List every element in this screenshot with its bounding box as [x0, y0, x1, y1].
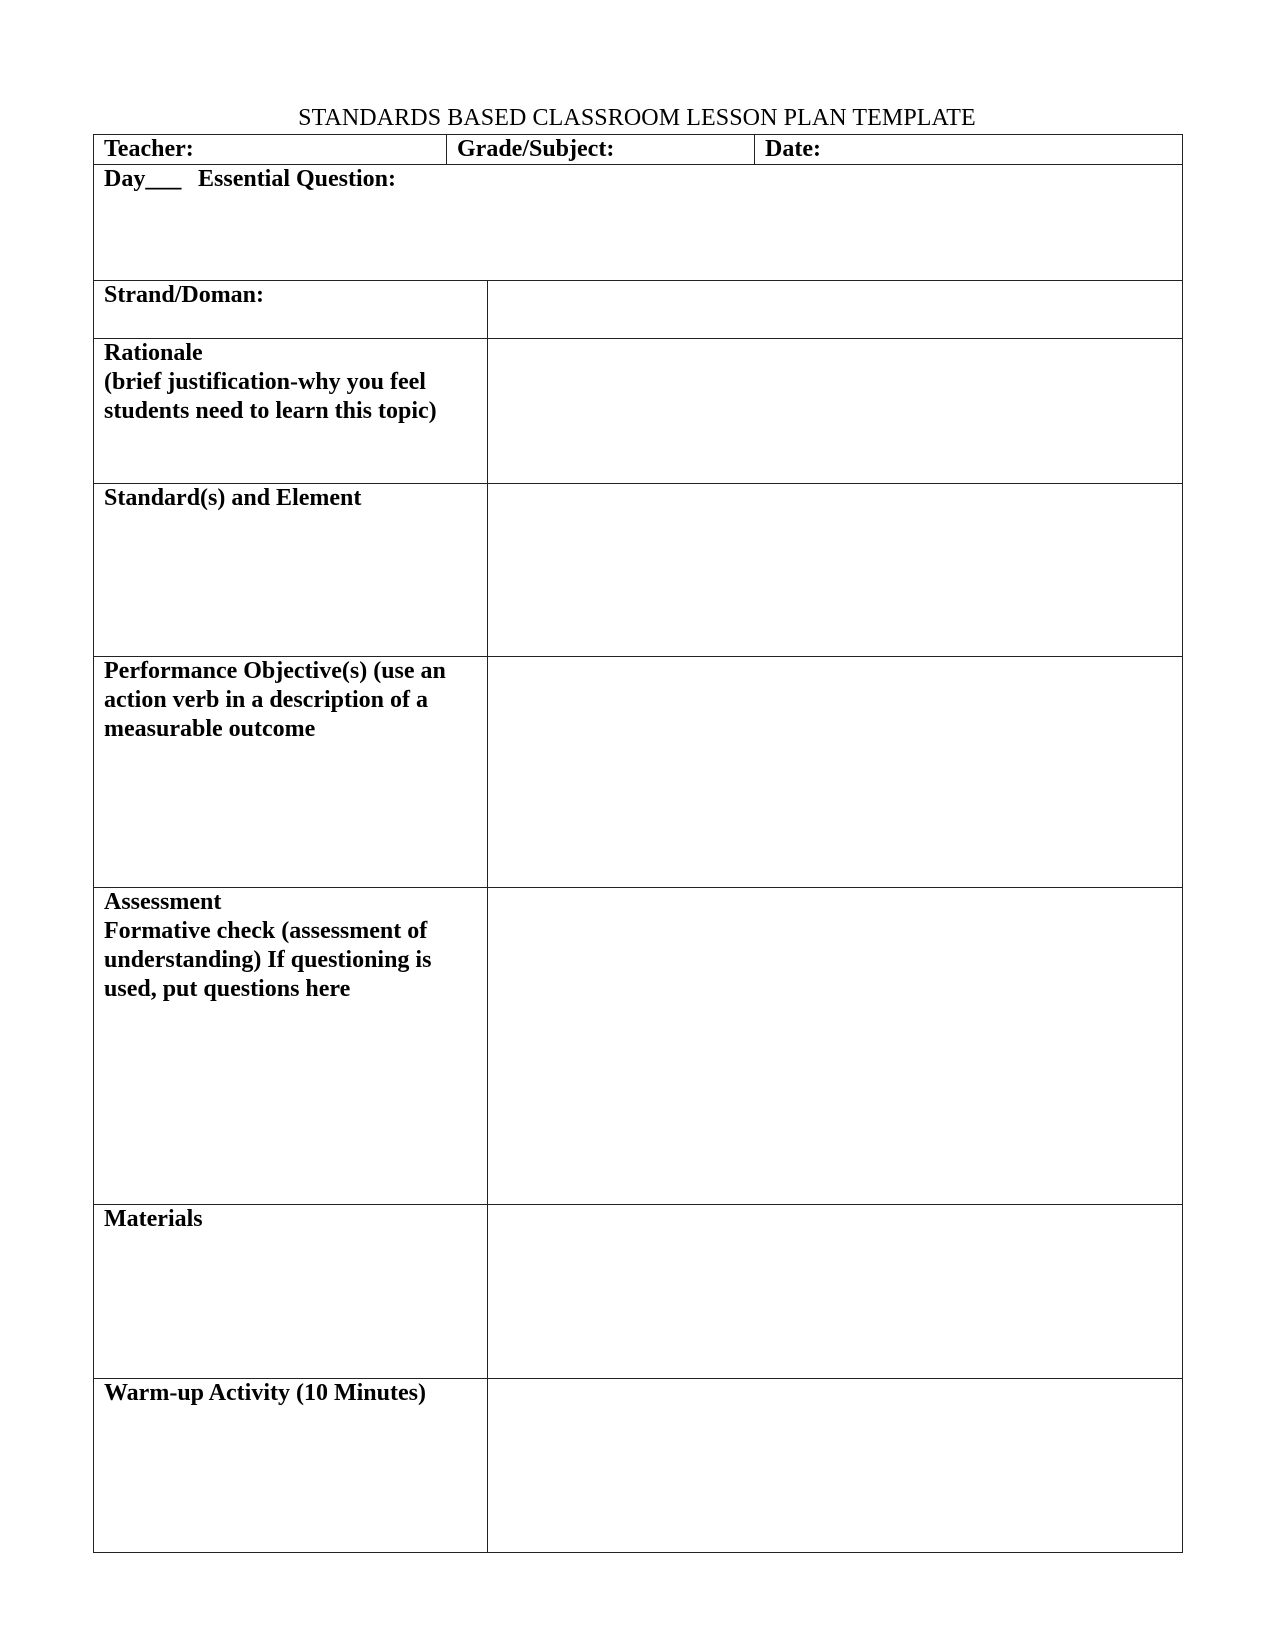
rationale-line-1: Rationale	[104, 340, 203, 366]
header-divider-2	[754, 134, 755, 164]
standards-element-content-cell[interactable]	[487, 484, 1181, 656]
page-title: STANDARDS BASED CLASSROOM LESSON PLAN TEMPLATE	[298, 105, 976, 131]
grade-subject-label: Grade/Subject:	[457, 136, 615, 162]
standards-element-label	[104, 484, 479, 513]
strand-domain-line-1: Strand/Doman:	[104, 282, 265, 308]
materials-content-cell[interactable]	[487, 1205, 1181, 1378]
warm-up-activity-line-1: Warm-up Activity (10 Minutes)	[104, 1380, 426, 1406]
header-divider-1	[446, 134, 447, 164]
performance-objective-line-2: action verb in a description of a	[104, 687, 428, 713]
assessment-label	[104, 888, 479, 1004]
rationale-line-2: (brief justification-why you feel	[104, 369, 426, 395]
essential-question-label: Essential Question:	[198, 166, 397, 192]
teacher-label: Teacher:	[104, 136, 194, 162]
performance-objective-content-cell[interactable]	[487, 657, 1181, 887]
assessment-content-cell[interactable]	[487, 888, 1181, 1204]
assessment-line-2: Formative check (assessment of	[104, 918, 428, 944]
standards-element-line-1: Standard(s) and Element	[104, 485, 362, 511]
assessment-line-3: understanding) If questioning is	[104, 947, 432, 973]
day-label: Day___	[104, 166, 182, 192]
materials-line-1: Materials	[104, 1206, 203, 1232]
warm-up-activity-label	[104, 1379, 479, 1408]
performance-objective-label	[104, 657, 479, 744]
date-label: Date:	[765, 136, 821, 162]
rationale-label	[104, 339, 479, 426]
assessment-line-4: used, put questions here	[104, 976, 351, 1002]
warm-up-activity-content-cell[interactable]	[487, 1379, 1181, 1553]
strand-domain-label	[104, 281, 479, 310]
materials-label	[104, 1205, 479, 1234]
assessment-line-1: Assessment	[104, 889, 222, 915]
rationale-content-cell[interactable]	[487, 339, 1181, 483]
performance-objective-line-1: Performance Objective(s) (use an	[104, 658, 446, 684]
performance-objective-line-3: measurable outcome	[104, 716, 316, 742]
strand-domain-content-cell[interactable]	[487, 281, 1181, 338]
rationale-line-3: students need to learn this topic)	[104, 398, 437, 424]
